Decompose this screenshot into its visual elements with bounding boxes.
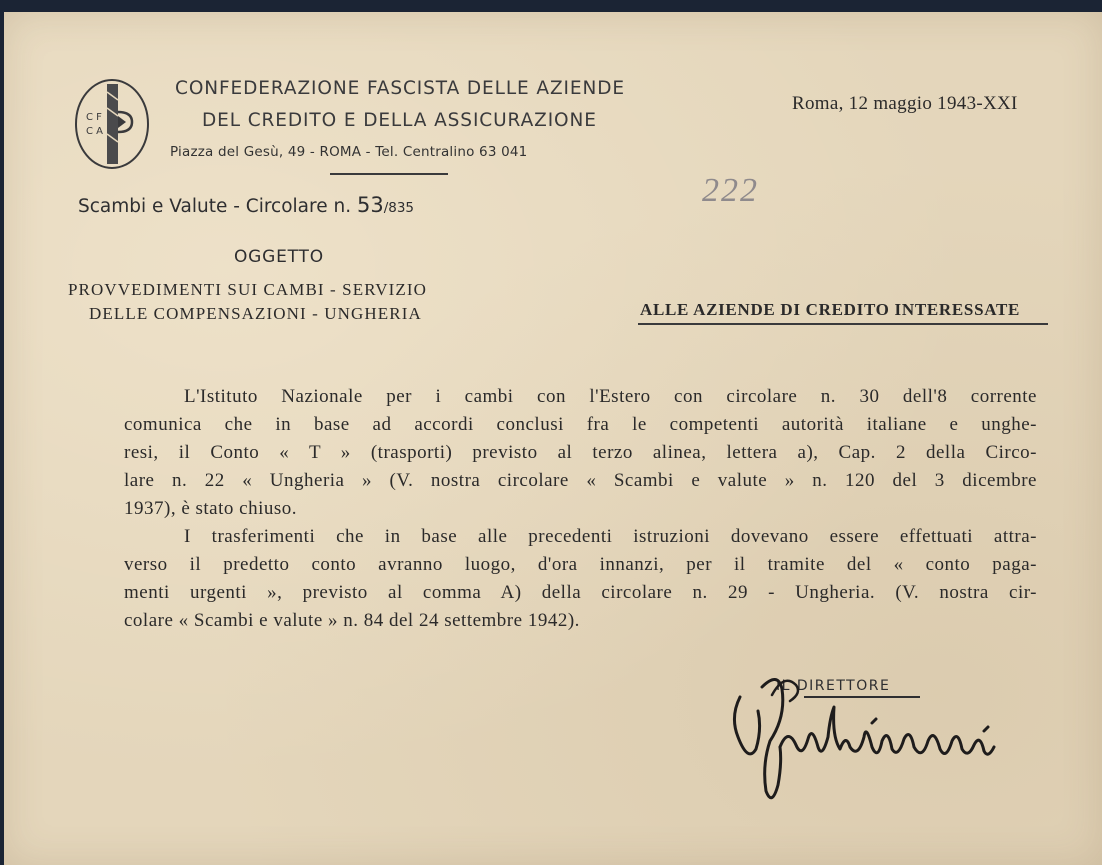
letter-page: [4, 12, 1102, 865]
body-line-3: resi, il Conto « T » (trasporti) previsto al terzo alinea, lettera a), Cap. 2 della Circo-: [124, 442, 1037, 463]
logo-letters-top: C F: [86, 112, 102, 123]
recipient-line: ALLE AZIENDE DI CREDITO INTERESSATE: [640, 300, 1021, 319]
circular-number-suffix: /835: [383, 200, 415, 216]
circular-reference-prefix: Scambi e Valute - Circolare n.: [78, 196, 357, 217]
body-line-1: L'Istituto Nazionale per i cambi con l'Estero con circolare n. 30 dell'8 corrente: [184, 386, 1037, 407]
handwritten-signature: [722, 667, 1012, 807]
org-address: Piazza del Gesù, 49 - ROMA - Tel. Centralino 63 041: [170, 144, 528, 160]
subject-line1: PROVVEDIMENTI SUI CAMBI - SERVIZIO: [68, 280, 428, 299]
logo-letters-bottom: C A: [86, 126, 104, 137]
subject-heading: OGGETTO: [234, 247, 324, 267]
recipient-underline: [638, 323, 1048, 325]
body-line-2: comunica che in base ad accordi conclusi fra le competenti autorità italiane e unghe-: [124, 414, 1037, 435]
circular-reference: [78, 193, 414, 217]
circular-number: 53: [356, 193, 384, 217]
body-line-4: lare n. 22 « Ungheria » (V. nostra circolare « Scambi e valute » n. 120 del 3 dicembre: [124, 470, 1037, 491]
org-name-line2: DEL CREDITO E DELLA ASSICURAZIONE: [202, 110, 597, 131]
body-line-9: colare « Scambi e valute » n. 84 del 24 settembre 1942).: [124, 610, 580, 631]
body-line-6: I trasferimenti che in base alle precedenti istruzioni dovevano essere effettuati attra-: [184, 526, 1037, 547]
signature-title: IL DIRETTORE: [776, 678, 891, 694]
body-line-7: verso il predetto conto avranno luogo, d'ora innanzi, per il tramite del « conto paga-: [124, 554, 1037, 575]
subject-line2: DELLE COMPENSAZIONI - UNGHERIA: [89, 304, 422, 323]
body-line-5: 1937), è stato chiuso.: [124, 498, 298, 519]
letterhead-rule: [330, 173, 448, 175]
org-name-line1: CONFEDERAZIONE FASCISTA DELLE AZIENDE: [175, 78, 625, 99]
logo-emblem: [74, 78, 150, 170]
letter-date: Roma, 12 maggio 1943-XXI: [792, 93, 1018, 114]
handwritten-number: 222: [702, 172, 759, 209]
body-line-8: menti urgenti », previsto al comma A) della circolare n. 29 - Ungheria. (V. nostra cir-: [124, 582, 1037, 603]
